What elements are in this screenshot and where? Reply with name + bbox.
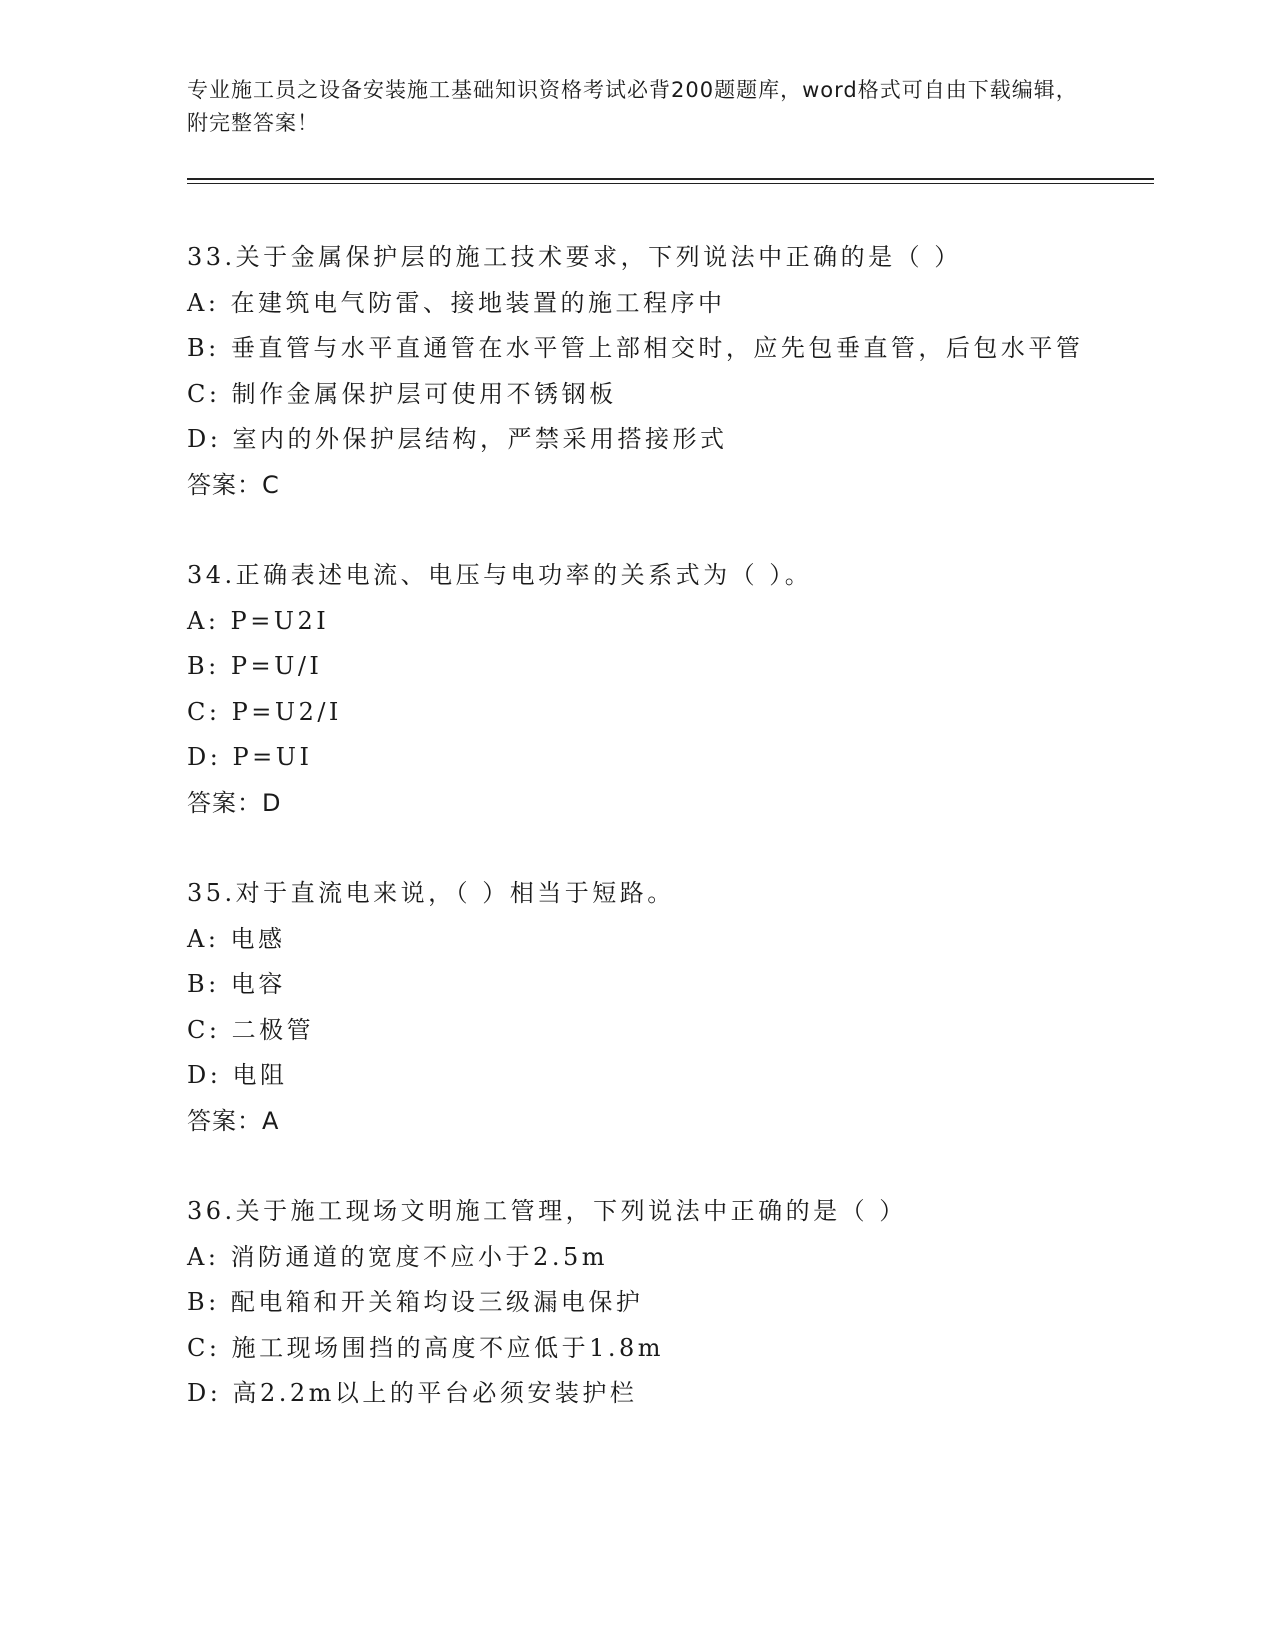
option-d: D: P=UI xyxy=(187,743,313,771)
question-stem: 33.关于金属保护层的施工技术要求，下列说法中正确的是（ ） xyxy=(187,243,962,271)
question-36 xyxy=(187,1189,1087,1417)
question-stem: 35.对于直流电来说，（ ）相当于短路。 xyxy=(187,879,675,907)
answer: 答案：D xyxy=(187,788,282,817)
header-divider-thin xyxy=(187,183,1154,184)
option-d: D: 高2.2m以上的平台必须安装护栏 xyxy=(187,1379,638,1407)
question-stem: 34.正确表述电流、电压与电功率的关系式为（ ）。 xyxy=(187,561,813,589)
option-a: A: P=U2I xyxy=(187,606,330,635)
question-33 xyxy=(187,235,1087,508)
option-c: C: P=U2/I xyxy=(187,697,342,726)
answer: 答案：A xyxy=(187,1106,280,1135)
option-a: A: 消防通道的宽度不应小于2.5m xyxy=(187,1242,608,1271)
option-a: A: 在建筑电气防雷、接地装置的施工程序中 xyxy=(187,288,726,317)
question-34 xyxy=(187,553,1087,826)
option-a: A: 电感 xyxy=(187,924,286,953)
option-b: B: P=U/I xyxy=(187,652,323,680)
option-c: C: 制作金属保护层可使用不锈钢板 xyxy=(187,379,617,408)
question-stem: 36.关于施工现场文明施工管理，下列说法中正确的是（ ） xyxy=(187,1197,907,1225)
document-header: 专业施工员之设备安装施工基础知识资格考试必背200题题库，word格式可自由下载编辑，附完整答案！ xyxy=(187,78,1078,135)
question-35 xyxy=(187,871,1087,1144)
answer: 答案：C xyxy=(187,470,280,499)
option-b: B: 配电箱和开关箱均设三级漏电保护 xyxy=(187,1288,644,1316)
option-c: C: 二极管 xyxy=(187,1015,315,1044)
header-divider xyxy=(187,178,1154,180)
option-d: D: 电阻 xyxy=(187,1061,288,1089)
option-b: B: 垂直管与水平直通管在水平管上部相交时，应先包垂直管，后包水平管 xyxy=(187,334,1084,362)
question-list xyxy=(187,235,1087,1462)
option-b: B: 电容 xyxy=(187,970,286,998)
option-d: D: 室内的外保护层结构，严禁采用搭接形式 xyxy=(187,425,728,453)
option-c: C: 施工现场围挡的高度不应低于1.8m xyxy=(187,1333,665,1362)
